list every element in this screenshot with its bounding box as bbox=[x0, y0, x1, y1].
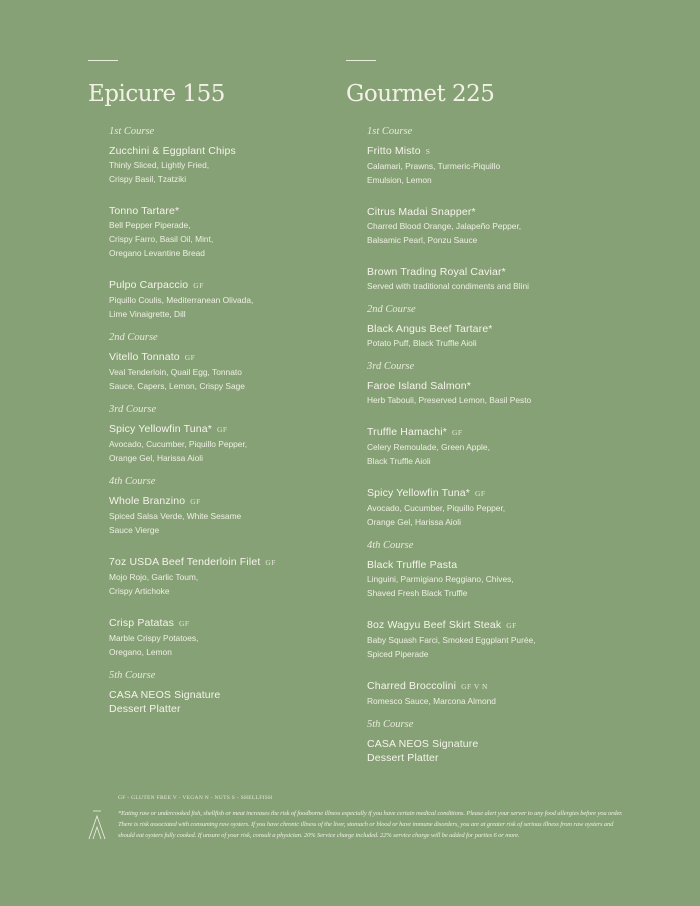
description-line: Celery Remoulade, Green Apple, bbox=[367, 442, 490, 452]
title-rule bbox=[88, 60, 118, 61]
dish-name-text: Zucchini & Eggplant Chips bbox=[109, 145, 236, 157]
gourmet-menu bbox=[346, 60, 666, 775]
dish-name bbox=[367, 558, 666, 572]
dish-name-text: Tonno Tartare* bbox=[109, 205, 180, 217]
dish-description bbox=[367, 393, 666, 407]
dish-name-line2: Dessert Platter bbox=[367, 752, 439, 764]
dish-name bbox=[367, 144, 666, 159]
dish-name bbox=[367, 265, 666, 279]
dish-name bbox=[109, 494, 338, 509]
menu-dish bbox=[367, 486, 666, 529]
course-label: 5th Course bbox=[109, 670, 156, 681]
dietary-tag: GF bbox=[178, 619, 190, 628]
description-line: Linguini, Parmigiano Reggiano, Chives, bbox=[367, 574, 514, 584]
dish-name-text: Vitello Tonnato bbox=[109, 351, 180, 363]
dish-name-text: Spicy Yellowfin Tuna* bbox=[367, 487, 470, 499]
dish-description bbox=[109, 570, 338, 598]
dish-description bbox=[109, 365, 338, 393]
description-line: Mojo Rojo, Garlic Toum, bbox=[109, 572, 199, 582]
description-line: Shaved Fresh Black Truffle bbox=[367, 588, 468, 598]
description-line: Calamari, Prawns, Turmeric-Piquillo bbox=[367, 161, 501, 171]
description-line: Orange Gel, Harissa Aioli bbox=[367, 517, 462, 527]
dietary-tag: GF bbox=[193, 281, 204, 290]
dish-description bbox=[109, 437, 338, 465]
dietary-tag: S bbox=[425, 147, 431, 156]
dish-description bbox=[367, 279, 666, 293]
description-line: Charred Blood Orange, Jalapeño Pepper, bbox=[367, 221, 522, 231]
description-line: Avocado, Cucumber, Piquillo Pepper, bbox=[109, 439, 248, 449]
dish-name-text: Charred Broccolini bbox=[367, 680, 457, 692]
dish-name bbox=[367, 679, 666, 694]
dietary-tag: GF bbox=[190, 497, 201, 506]
course-label: 5th Course bbox=[367, 719, 414, 730]
description-line: Oregano Levantine Bread bbox=[109, 248, 205, 258]
dish-description bbox=[367, 159, 666, 187]
description-line: Lime Vinaigrette, Dill bbox=[109, 309, 186, 319]
description-line: Crispy Artichoke bbox=[109, 586, 170, 596]
description-line: Emulsion, Lemon bbox=[367, 175, 432, 185]
dish-name bbox=[367, 618, 666, 633]
description-line: Served with traditional condiments and Blini bbox=[367, 281, 530, 291]
dish-name bbox=[109, 422, 338, 437]
menu-dish bbox=[109, 494, 338, 537]
disclaimer-text: *Eating raw or undercooked fish, shellfish or meat increases the risk of foodborne illness especially if you have certain medical conditions. Please alert your server to any food allergies before you order. There is risk associated with consuming raw oysters. If you have chronic illness of the liver, stomach or blood or have immune disorders, you are at greater risk of serious illness from raw oysters and should eat oysters fully cooked. If unsure of your risk, consult a physician. 20% Service charge included. 22% service charge will be added for parties 6 or more. bbox=[118, 810, 623, 839]
dish-description bbox=[367, 440, 666, 468]
description-line: Crispy Basil, Tzatziki bbox=[109, 174, 187, 184]
menu-dish bbox=[367, 558, 666, 600]
course-label: 4th Course bbox=[367, 540, 414, 551]
dish-description bbox=[367, 572, 666, 600]
dish-description bbox=[367, 501, 666, 529]
dish-name bbox=[367, 486, 666, 501]
dish-name-text: Citrus Madai Snapper* bbox=[367, 206, 476, 218]
dish-name bbox=[367, 737, 666, 751]
menu-dish bbox=[109, 688, 338, 716]
dish-name-text: Crisp Patatas bbox=[109, 617, 174, 629]
menu-dish bbox=[367, 737, 666, 765]
menu-items bbox=[88, 125, 338, 716]
menu-dish bbox=[367, 425, 666, 468]
description-line: Crispy Farro, Basil Oil, Mint, bbox=[109, 234, 214, 244]
dish-name-text: 8oz Wagyu Beef Skirt Steak bbox=[367, 619, 502, 631]
dish-name-text: Pulpo Carpaccio bbox=[109, 279, 189, 291]
epicure-menu bbox=[88, 60, 338, 726]
menu-dish bbox=[109, 616, 338, 659]
menu-dish bbox=[367, 379, 666, 407]
description-line: Sauce Vierge bbox=[109, 525, 160, 535]
dish-name bbox=[109, 688, 338, 702]
dietary-tag: GF bbox=[452, 428, 463, 437]
menu-dish bbox=[367, 144, 666, 187]
course-label: 2nd Course bbox=[109, 332, 158, 343]
dish-name-line2: Dessert Platter bbox=[109, 703, 181, 715]
dish-name-text: Black Angus Beef Tartare* bbox=[367, 323, 493, 335]
dish-description bbox=[109, 509, 338, 537]
dish-name-text: Whole Branzino bbox=[109, 495, 186, 507]
description-line: Herb Tabouli, Preserved Lemon, Basil Pesto bbox=[367, 395, 532, 405]
description-line: Romesco Sauce, Marcona Almond bbox=[367, 696, 496, 706]
dish-name bbox=[109, 144, 338, 158]
dish-name-text: Faroe Island Salmon* bbox=[367, 380, 471, 392]
dietary-tag: GF bbox=[184, 353, 196, 362]
dish-name bbox=[109, 555, 338, 570]
description-line: Spiced Salsa Verde, White Sesame bbox=[109, 511, 242, 521]
dish-description bbox=[367, 336, 666, 350]
dish-name-text: Brown Trading Royal Caviar* bbox=[367, 266, 506, 278]
dish-description bbox=[109, 631, 338, 659]
dish-description bbox=[367, 694, 666, 708]
description-line: Piquillo Coulis, Mediterranean Olivada, bbox=[109, 295, 254, 305]
dish-name bbox=[109, 616, 338, 631]
dietary-tag: GF bbox=[265, 558, 276, 567]
dish-name-text: 7oz USDA Beef Tenderloin Filet bbox=[109, 556, 261, 568]
dietary-tag: GF bbox=[216, 425, 228, 434]
dietary-tag: GF bbox=[474, 489, 486, 498]
dish-name bbox=[367, 322, 666, 336]
dish-name bbox=[367, 205, 666, 219]
menu-dish bbox=[367, 265, 666, 293]
dish-name-text: Spicy Yellowfin Tuna* bbox=[109, 423, 212, 435]
dish-name bbox=[109, 278, 338, 293]
dish-name bbox=[367, 379, 666, 393]
menu-dish bbox=[367, 679, 666, 708]
course-label: 1st Course bbox=[109, 126, 155, 137]
course-label: 4th Course bbox=[109, 476, 156, 487]
dish-name bbox=[109, 350, 338, 365]
dietary-legend: GF - GLUTEN FREE V - VEGAN N - NUTS S - SHELLFISH bbox=[118, 795, 273, 801]
casa-neos-logo-icon bbox=[88, 810, 106, 840]
description-line: Balsamic Pearl, Ponzu Sauce bbox=[367, 235, 478, 245]
dish-name-text: CASA NEOS Signature bbox=[109, 689, 221, 701]
description-line: Veal Tenderloin, Quail Egg, Tonnato bbox=[109, 367, 242, 377]
menu-dish bbox=[109, 422, 338, 465]
dish-name bbox=[367, 425, 666, 440]
description-line: Potato Puff, Black Truffle Aioli bbox=[367, 338, 477, 348]
description-line: Avocado, Cucumber, Piquillo Pepper, bbox=[367, 503, 506, 513]
menu-dish bbox=[109, 350, 338, 393]
course-label: 2nd Course bbox=[367, 304, 416, 315]
menu-dish bbox=[109, 144, 338, 186]
menu-dish bbox=[109, 204, 338, 260]
dish-name-text: CASA NEOS Signature bbox=[367, 738, 479, 750]
title-rule bbox=[346, 60, 376, 61]
course-label: 1st Course bbox=[367, 126, 413, 137]
description-line: Sauce, Capers, Lemon, Crispy Sage bbox=[109, 381, 245, 391]
menu-title: Epicure 155 bbox=[88, 81, 225, 107]
dish-description bbox=[367, 219, 666, 247]
menu-dish bbox=[109, 555, 338, 598]
menu-dish bbox=[367, 618, 666, 661]
menu-dish bbox=[367, 205, 666, 247]
dish-description bbox=[109, 218, 338, 260]
course-label: 3rd Course bbox=[367, 361, 415, 372]
dish-description bbox=[109, 293, 338, 321]
description-line: Oregano, Lemon bbox=[109, 647, 172, 657]
menu-dish bbox=[109, 278, 338, 321]
description-line: Marble Crispy Potatoes, bbox=[109, 633, 199, 643]
description-line: Orange Gel, Harissa Aioli bbox=[109, 453, 204, 463]
description-line: Baby Squash Farci, Smoked Eggplant Purée, bbox=[367, 635, 536, 645]
dish-name bbox=[109, 204, 338, 218]
course-label: 3rd Course bbox=[109, 404, 157, 415]
dietary-tag: GF V N bbox=[461, 682, 488, 691]
dish-description bbox=[109, 158, 338, 186]
description-line: Spiced Piperade bbox=[367, 649, 429, 659]
menu-items bbox=[346, 125, 666, 765]
dish-description bbox=[367, 633, 666, 661]
description-line: Thinly Sliced, Lightly Fried, bbox=[109, 160, 210, 170]
dish-name-text: Fritto Misto bbox=[367, 145, 421, 157]
description-line: Bell Pepper Piperade, bbox=[109, 220, 191, 230]
description-line: Black Truffle Aioli bbox=[367, 456, 431, 466]
menu-dish bbox=[367, 322, 666, 350]
dietary-tag: GF bbox=[506, 621, 517, 630]
dish-name-text: Black Truffle Pasta bbox=[367, 559, 458, 571]
menu-title: Gourmet 225 bbox=[346, 81, 495, 107]
dish-name-text: Truffle Hamachi* bbox=[367, 426, 448, 438]
